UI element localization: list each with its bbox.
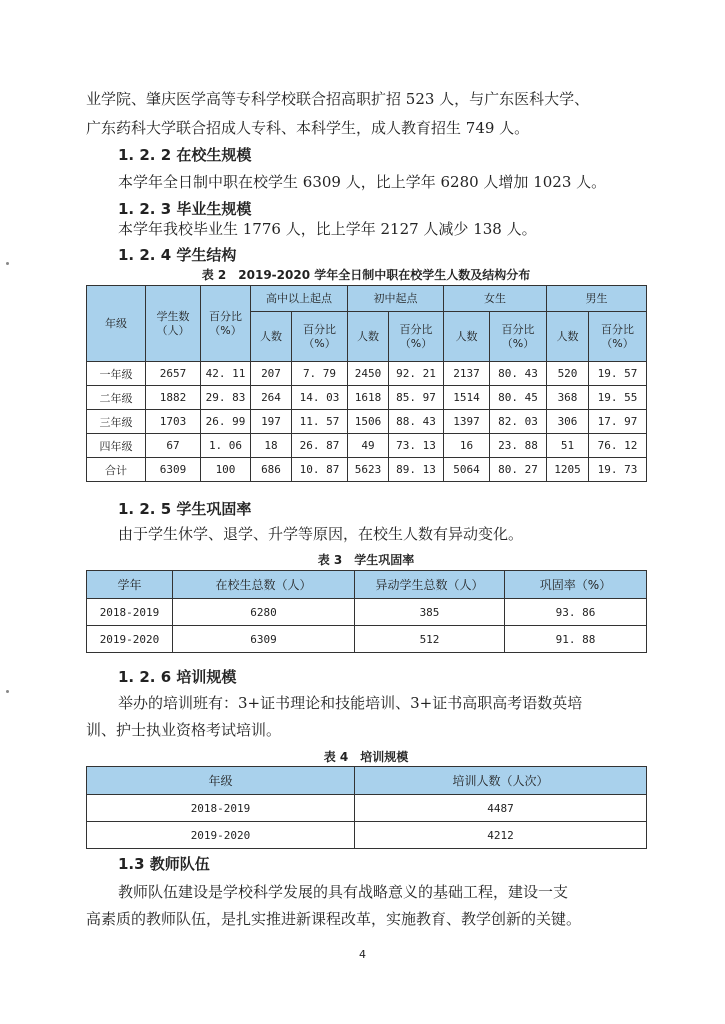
training-table (86, 766, 647, 849)
header-retention-rate: 巩固率（%） (505, 571, 647, 599)
header-count: 人数 (547, 312, 589, 362)
table-row (87, 822, 647, 849)
cell: 19. 57 (589, 362, 647, 386)
cell: 1205 (547, 458, 589, 482)
cell: 10. 87 (292, 458, 348, 482)
header-percent: 百分比 （%） (201, 286, 251, 362)
header-subpercent: 百分比 （%） (490, 312, 547, 362)
paragraph-retention: 由于学生休学、退学、升学等原因，在校生人数有异动变化。 (118, 525, 524, 543)
header-female: 女生 (444, 286, 547, 312)
table-2-caption: 表 2 2019-2020 学年全日制中职在校学生人数及结构分布 (201, 268, 531, 282)
heading-1-2-6: 1. 2. 6 培训规模 (118, 668, 237, 686)
cell: 11. 57 (292, 410, 348, 434)
header-count: 人数 (348, 312, 389, 362)
header-junior-start: 初中起点 (348, 286, 444, 312)
cell: 85. 97 (389, 386, 444, 410)
scan-mark (6, 262, 9, 265)
page-number: 4 (359, 948, 366, 961)
cell: 80. 45 (490, 386, 547, 410)
cell: 51 (547, 434, 589, 458)
cell: 1618 (348, 386, 389, 410)
cell: 520 (547, 362, 589, 386)
table-row (87, 626, 647, 653)
table-row (87, 434, 647, 458)
header-grade: 年级 (87, 767, 355, 795)
cell: 92. 21 (389, 362, 444, 386)
cell: 1. 06 (201, 434, 251, 458)
cell: 5623 (348, 458, 389, 482)
cell: 76. 12 (589, 434, 647, 458)
header-students: 学生数 （人） (146, 286, 201, 362)
student-structure-table (86, 285, 647, 482)
paragraph-graduates: 本学年我校毕业生 1776 人，比上学年 2127 人减少 138 人。 (118, 220, 537, 238)
cell: 2019-2020 (87, 822, 355, 849)
cell: 686 (251, 458, 292, 482)
cell: 19. 73 (589, 458, 647, 482)
cell: 512 (355, 626, 505, 653)
teachers-line-1: 教师队伍建设是学校科学发展的具有战略意义的基础工程，建设一支 (118, 883, 569, 901)
header-subpercent: 百分比 （%） (292, 312, 348, 362)
table-3-caption: 表 3 学生巩固率 (317, 553, 415, 567)
cell: 2019-2020 (87, 626, 173, 653)
cell: 385 (355, 599, 505, 626)
training-line-1: 举办的培训班有：3+证书理论和技能培训、3+证书高职高考语数英培 (118, 694, 583, 712)
cell: 19. 55 (589, 386, 647, 410)
cell: 88. 43 (389, 410, 444, 434)
cell: 2657 (146, 362, 201, 386)
header-grade: 年级 (87, 286, 146, 362)
table-row (87, 599, 647, 626)
cell: 26. 99 (201, 410, 251, 434)
cell: 14. 03 (292, 386, 348, 410)
paragraph-enrollment: 本学年全日制中职在校学生 6309 人，比上学年 6280 人增加 1023 人。 (118, 173, 607, 191)
cell: 23. 88 (490, 434, 547, 458)
cell: 4212 (355, 822, 647, 849)
retention-table (86, 570, 647, 653)
table-row (87, 362, 647, 386)
table-4-caption: 表 4 培训规模 (323, 750, 409, 764)
cell: 三年级 (87, 410, 146, 434)
cell: 73. 13 (389, 434, 444, 458)
cell: 80. 43 (490, 362, 547, 386)
header-male: 男生 (547, 286, 647, 312)
cell: 4487 (355, 795, 647, 822)
heading-1-2-4: 1. 2. 4 学生结构 (118, 246, 237, 264)
cell: 67 (146, 434, 201, 458)
table-row (87, 795, 647, 822)
cell: 7. 79 (292, 362, 348, 386)
cell: 一年级 (87, 362, 146, 386)
cell: 16 (444, 434, 490, 458)
cell: 二年级 (87, 386, 146, 410)
header-trainees: 培训人数（人次） (355, 767, 647, 795)
cell: 93. 86 (505, 599, 647, 626)
cell: 368 (547, 386, 589, 410)
cell: 1703 (146, 410, 201, 434)
cell: 四年级 (87, 434, 146, 458)
cell: 26. 87 (292, 434, 348, 458)
cell: 5064 (444, 458, 490, 482)
header-count: 人数 (251, 312, 292, 362)
cell: 2450 (348, 362, 389, 386)
intro-line-2: 广东药科大学联合招成人专科、本科学生，成人教育招生 749 人。 (86, 119, 530, 137)
header-changed-total: 异动学生总数（人） (355, 571, 505, 599)
cell: 42. 11 (201, 362, 251, 386)
cell: 29. 83 (201, 386, 251, 410)
cell: 2018-2019 (87, 599, 173, 626)
intro-line-1: 业学院、肇庆医学高等专科学校联合招高职扩招 523 人，与广东医科大学、 (86, 90, 590, 108)
header-subpercent: 百分比 （%） (389, 312, 444, 362)
cell: 100 (201, 458, 251, 482)
cell: 18 (251, 434, 292, 458)
cell: 80. 27 (490, 458, 547, 482)
cell: 82. 03 (490, 410, 547, 434)
cell: 49 (348, 434, 389, 458)
cell: 1514 (444, 386, 490, 410)
heading-1-3: 1.3 教师队伍 (118, 855, 210, 873)
cell: 6309 (146, 458, 201, 482)
cell: 264 (251, 386, 292, 410)
table-row (87, 410, 647, 434)
cell: 2018-2019 (87, 795, 355, 822)
table-row (87, 386, 647, 410)
cell: 306 (547, 410, 589, 434)
header-count: 人数 (444, 312, 490, 362)
training-line-2: 训、护士执业资格考试培训。 (86, 721, 282, 739)
heading-1-2-3: 1. 2. 3 毕业生规模 (118, 200, 252, 218)
cell: 合计 (87, 458, 146, 482)
heading-1-2-5: 1. 2. 5 学生巩固率 (118, 500, 252, 518)
cell: 91. 88 (505, 626, 647, 653)
header-enrolled-total: 在校生总数（人） (173, 571, 355, 599)
cell: 89. 13 (389, 458, 444, 482)
cell: 1397 (444, 410, 490, 434)
header-year: 学年 (87, 571, 173, 599)
header-subpercent: 百分比 （%） (589, 312, 647, 362)
cell: 1882 (146, 386, 201, 410)
scan-mark (6, 690, 9, 693)
cell: 1506 (348, 410, 389, 434)
cell: 2137 (444, 362, 490, 386)
cell: 6309 (173, 626, 355, 653)
teachers-line-2: 高素质的教师队伍，是扎实推进新课程改革，实施教育、教学创新的关键。 (86, 910, 582, 928)
cell: 17. 97 (589, 410, 647, 434)
cell: 197 (251, 410, 292, 434)
heading-1-2-2: 1. 2. 2 在校生规模 (118, 146, 252, 164)
header-high-school-start: 高中以上起点 (251, 286, 348, 312)
cell: 207 (251, 362, 292, 386)
cell: 6280 (173, 599, 355, 626)
table-row-total (87, 458, 647, 482)
